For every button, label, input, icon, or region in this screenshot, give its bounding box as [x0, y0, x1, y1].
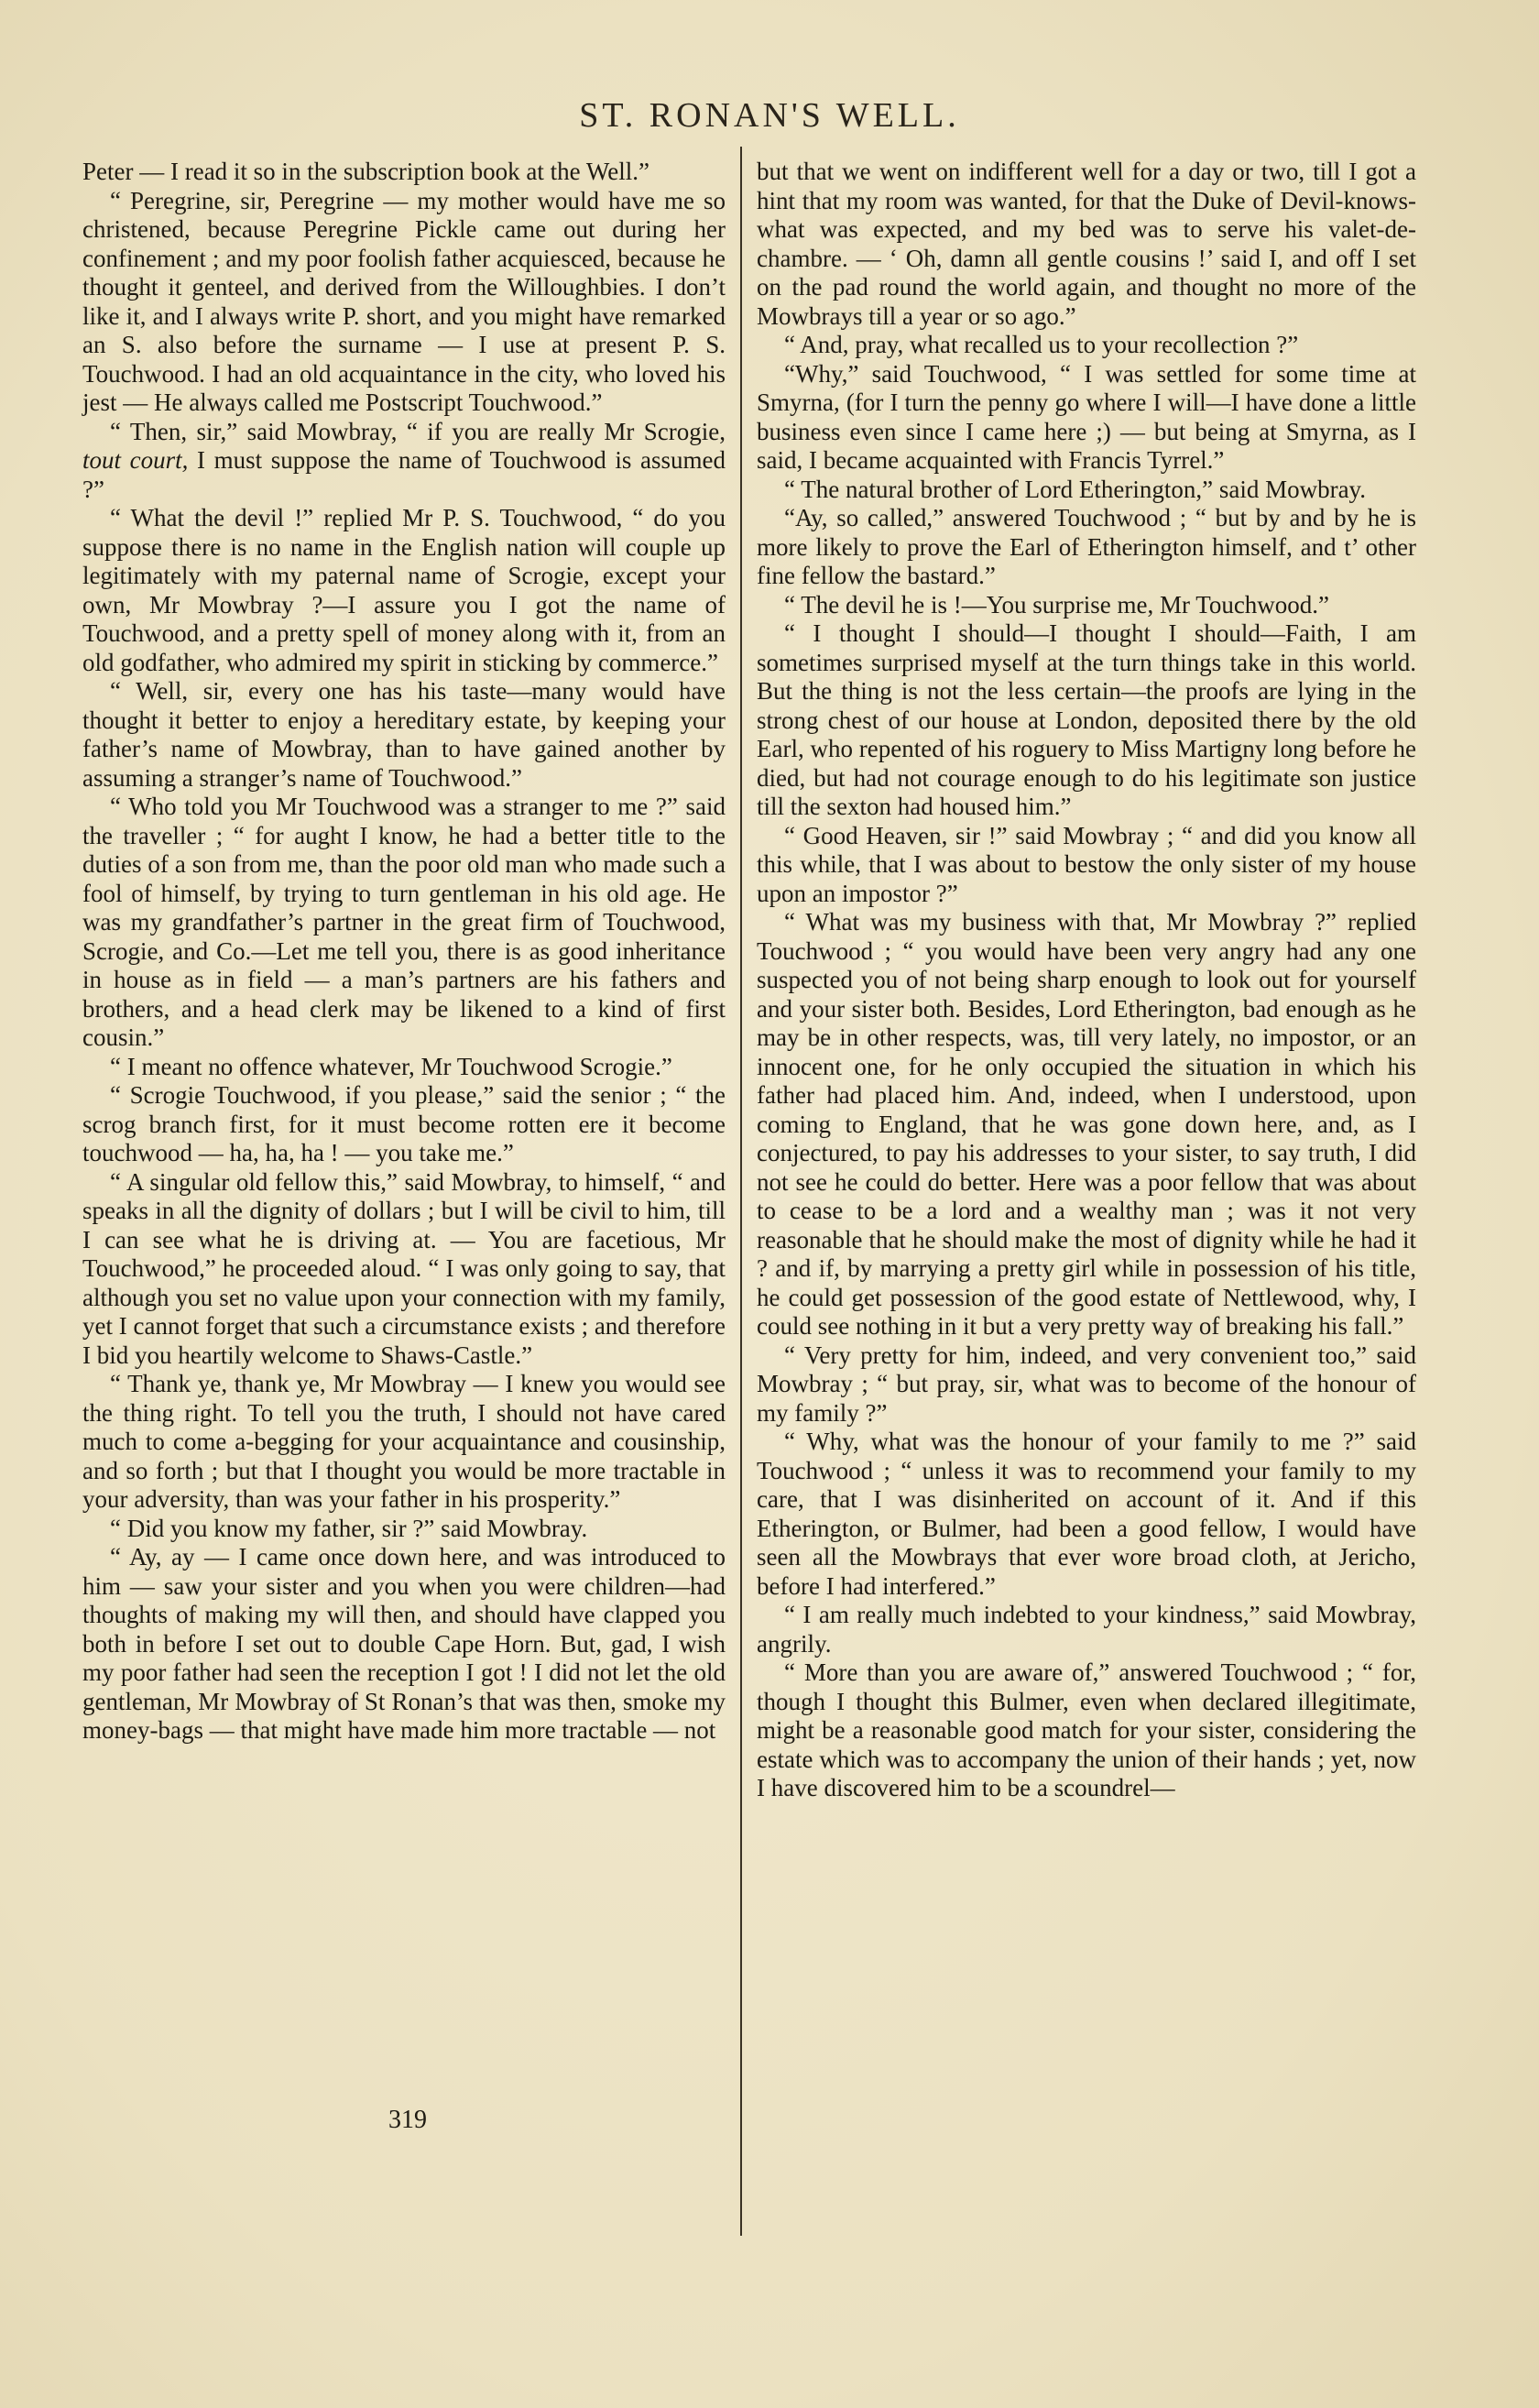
page-number: 319	[388, 2106, 427, 2134]
paragraph-text: “ Then, sir,” said Mowbray, “ if you are really Mr Scrogie,	[110, 417, 726, 445]
paragraph: “ Why, what was the honour of your family to me ?” said Touchwood ; “ unless it was to recommend your family to my care, that I was disinherited on account of it. And if this Etherington, or Bulmer, had been a good fellow, I would have seen all the Mowbrays that ever wore broad cloth, at Jericho, before I had interfered.”	[757, 1428, 1416, 1600]
paragraph: “ Very pretty for him, indeed, and very convenient too,” said Mowbray ; “ but pray, sir, what was to become of the honour of my family ?”	[757, 1341, 1416, 1427]
paragraph: “ Well, sir, every one has his taste—many would have thought it better to enjoy a hereditary estate, by keeping your father’s name of Mowbray, than to have gained another by assuming a stranger’s name of Touchwood.”	[82, 677, 726, 792]
paragraph: “ What was my business with that, Mr Mowbray ?” replied Touchwood ; “ you would have been very angry had any one suspected you of not being sharp enough to look out for yourself and your sister both. Besides, Lord Etherington, bad enough as he may be in other respects, was, till very lately, no impostor, or an innocent one, for he only occupied the situation in which his father had placed him. And, indeed, when I understood, upon coming to England, that he was gone down here, and, as I conjectured, to pay his addresses to your sister, to say truth, I did not see he could do better. Here was a poor fellow that was about to cease to be a lord and a wealthy man ; was it not very reasonable that he should make the most of dignity while he had it ? and if, by marrying a pretty girl while in possession of his title, he could get possession of the good estate of Nettlewood, why, I could see nothing in it but a very pretty way of breaking his fall.”	[757, 908, 1416, 1340]
paragraph: “ Thank ye, thank ye, Mr Mowbray — I knew you would see the thing right. To tell you the truth, I should not have cared much to come a-begging for your acquaintance and cousinship, and so forth ; but that I thought you would be more tractable in your adversity, than was your father in his prosperity.”	[82, 1370, 726, 1513]
paragraph: “ And, pray, what recalled us to your recollection ?”	[784, 331, 1299, 358]
column-divider	[740, 147, 742, 2236]
italic-phrase: tout court,	[82, 446, 189, 474]
paragraph: “ The devil he is !—You surprise me, Mr Touchwood.”	[784, 590, 1330, 618]
paragraph: “ Ay, ay — I came once down here, and was introduced to him — saw your sister and you when you were children—had thoughts of making my will then, and should have clapped you both in before I set out to double Cape Horn. But, gad, I wish my poor father had seen the reception I got ! I did not let the old gentleman, Mr Mowbray of St Ronan’s that was then, smoke my money-bags — that might have made him more tractable — not	[82, 1543, 726, 1744]
left-column	[82, 158, 726, 1746]
paragraph: “ The natural brother of Lord Etherington,” said Mowbray.	[784, 475, 1367, 503]
paragraph: “ More than you are aware of,” answered Touchwood ; “ for, though I thought this Bulmer, even when declared illegitimate, might be a reasonable good match for your sister, considering the estate which was to accompany the union of their hands ; yet, now I have discovered him to be a scoundrel—	[757, 1658, 1416, 1801]
paragraph	[82, 418, 726, 505]
paragraph: “ I am really much indebted to your kindness,” said Mowbray, angrily.	[757, 1601, 1416, 1658]
paragraph: “Ay, so called,” answered Touchwood ; “ but by and by he is more likely to prove the Earl of Etherington himself, and t’ other fine fellow the bastard.”	[757, 504, 1416, 589]
running-header: ST. RONAN'S WELL.	[579, 96, 960, 135]
paragraph: “Why,” said Touchwood, “ I was settled for some time at Smyrna, (for I turn the penny go where I will—I have done a little business even since I came here ;) — but being at Smyrna, as I said, I became acquainted with Francis Tyrrel.”	[757, 359, 1416, 474]
paragraph: “ Scrogie Touchwood, if you please,” said the senior ; “ the scrog branch first, for it must become rotten ere it become touchwood — ha, ha, ha ! — you take me.”	[82, 1081, 726, 1166]
right-column	[757, 158, 1416, 1803]
paragraph: “ Good Heaven, sir !” said Mowbray ; “ and did you know all this while, that I was about to bestow the only sister of my house upon an impostor ?”	[757, 821, 1416, 907]
paragraph: “ A singular old fellow this,” said Mowbray, to himself, “ and speaks in all the dignity of dollars ; but I will be civil to him, till I can see what he is driving at. — You are facetious, Mr Touchwood,” he proceeded aloud. “ I was only going to say, that although you set no value upon your connection with my family, yet I cannot forget that such a circumstance exists ; and therefore I bid you heartily welcome to Shaws-Castle.”	[82, 1167, 726, 1369]
paragraph: but that we went on indifferent well for a day or two, till I got a hint that my room was wanted, for that the Duke of Devil-knows-what was expected, and my bed was to serve his valet-de-chambre. — ‘ Oh, damn all gentle cousins !’ said I, and off I set on the pad round the world again, and thought no more of the Mowbrays till a year or so ago.”	[757, 158, 1416, 330]
paragraph: “ Who told you Mr Touchwood was a stranger to me ?” said the traveller ; “ for aught I know, he had a better title to the duties of a son from me, than the poor old man who made such a fool of himself, by trying to turn gentleman in his old age. He was my grandfather’s partner in the great firm of Touchwood, Scrogie, and Co.—Let me tell you, there is as good inheritance in house as in field — a man’s partners are his fathers and brothers, and a head clerk may be likened to a kind of first cousin.”	[82, 793, 726, 1051]
paragraph: “ I meant no offence whatever, Mr Touchwood Scrogie.”	[110, 1052, 672, 1080]
paragraph: “ I thought I should—I thought I should—Faith, I am sometimes surprised myself at the turn things take in this world. But the thing is not the less certain—the proofs are lying in the strong chest of our house at London, deposited there by the old Earl, who repented of his roguery to Miss Martigny long before he died, but had not courage enough to do his legitimate son justice till the sexton had housed him.”	[757, 619, 1416, 820]
paragraph: “ Peregrine, sir, Peregrine — my mother would have me so christened, because Peregrine Pickle came out during her confinement ; and my poor foolish father acquiesced, because he thought it genteel, and derived from the Willoughbies. I don’t like it, and I always write P. short, and you might have remarked an S. also before the surname — I use at present P. S. Touchwood. I had an old acquaintance in the city, who loved his jest — He always called me Postscript Touchwood.”	[82, 186, 726, 416]
paragraph: “ What the devil !” replied Mr P. S. Touchwood, “ do you suppose there is no name in the English nation will couple up legitimately with my paternal name of Scrogie, except your own, Mr Mowbray ?—I assure you I got the name of Touchwood, and a pretty spell of money along with it, from an old godfather, who admired my spirit in sticking by commerce.”	[82, 504, 726, 676]
paragraph: “ Did you know my father, sir ?” said Mowbray.	[110, 1514, 588, 1542]
paragraph-text: I must suppose the name of Touchwood is assumed ?”	[82, 446, 726, 503]
paragraph: Peter — I read it so in the subscription book at the Well.”	[82, 158, 649, 185]
